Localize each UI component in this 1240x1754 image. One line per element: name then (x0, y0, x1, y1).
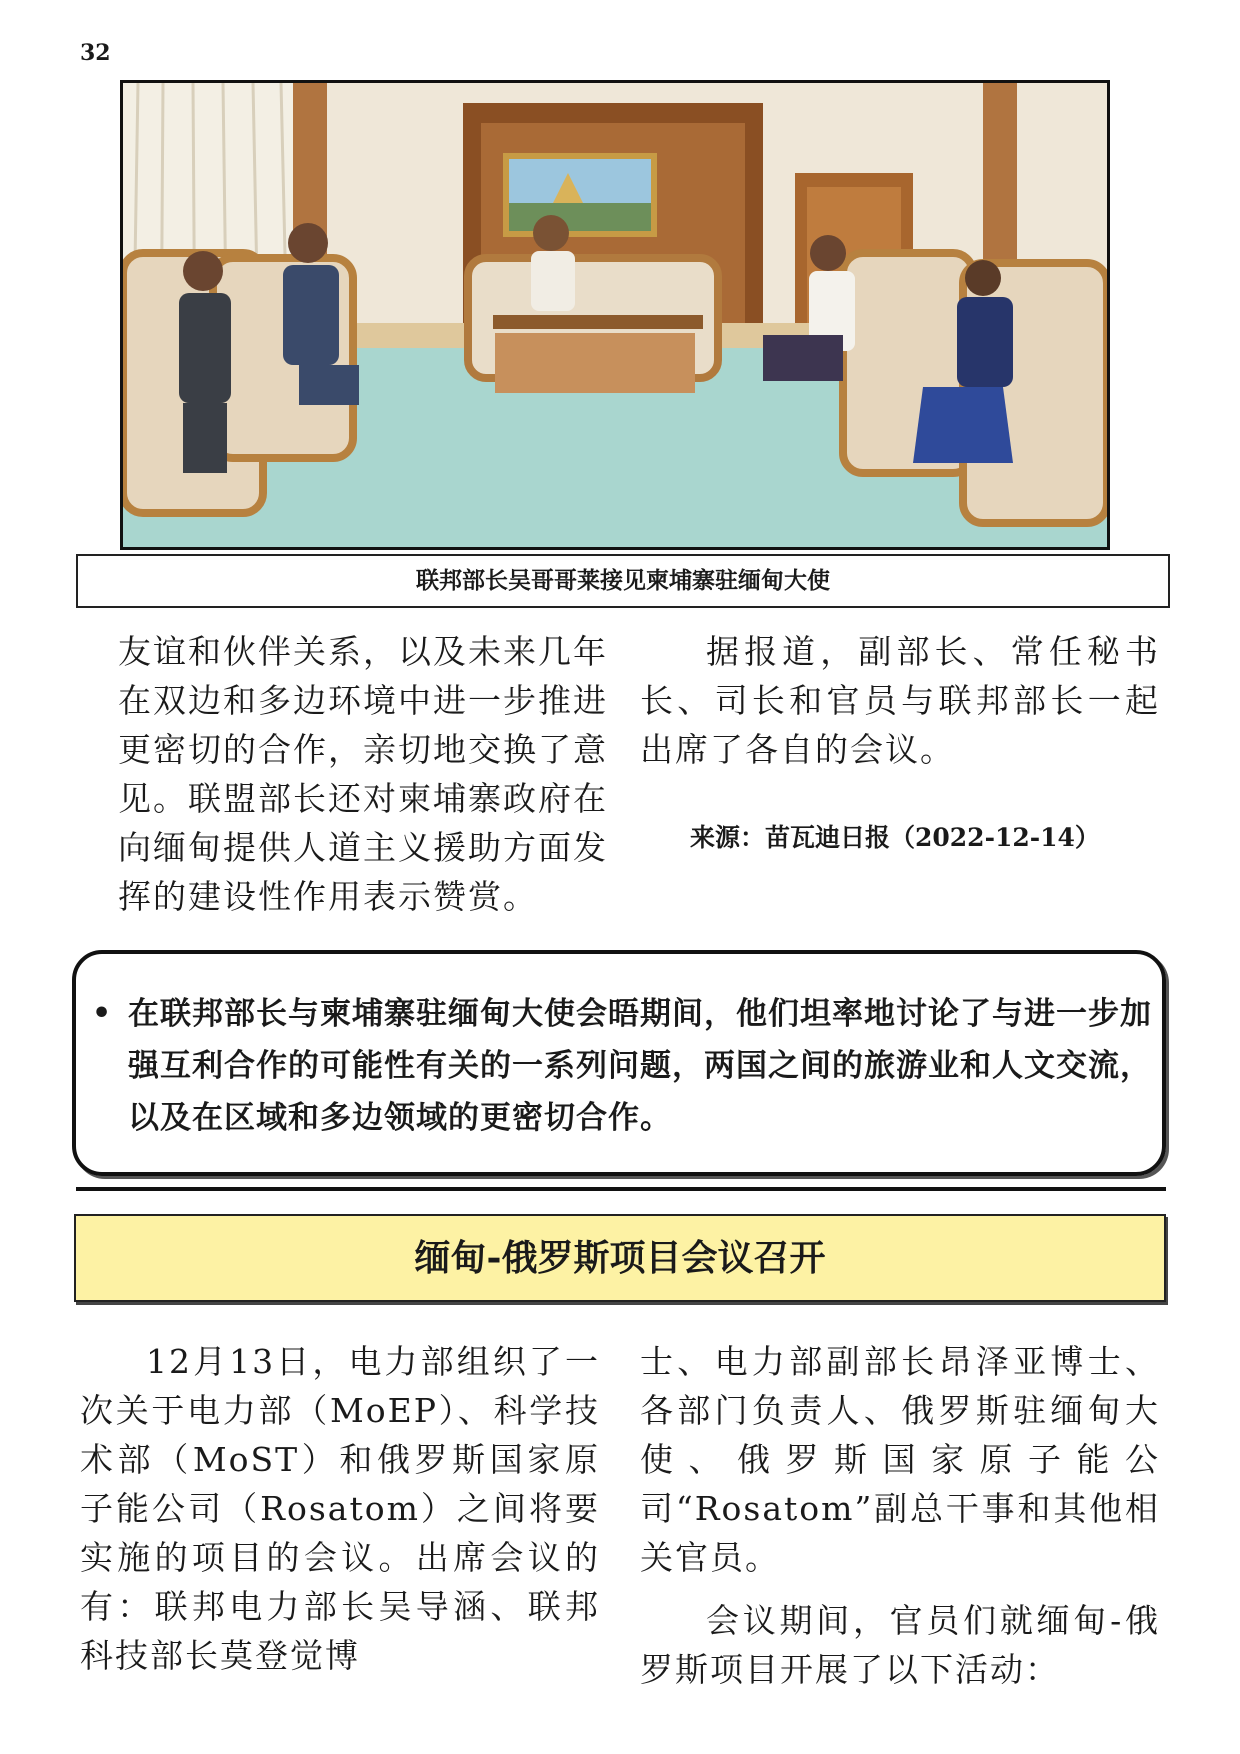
article1-column-left (118, 627, 608, 921)
section-divider (76, 1187, 1166, 1191)
article2-column-right (640, 1337, 1160, 1694)
bullet-icon: • (92, 996, 112, 1031)
article2-paragraph: 会议期间，官员们就缅甸-俄罗斯项目开展了以下活动： (640, 1601, 1160, 1689)
highlight-text: 在联邦部长与柬埔寨驻缅甸大使会晤期间，他们坦率地讨论了与进一步加强互利合作的可能性有关的一系列问题，两国之间的旅游业和人文交流，以及在区域和多边领域的更密切合作。 (128, 996, 1152, 1136)
article1-source: 来源：苗瓦迪日报（2022-12-14） (690, 823, 1100, 852)
article2-paragraph: 士、电力部副部长昂泽亚博士、各部门负责人、俄罗斯驻缅甸大使、俄罗斯国家原子能公司“Rosatom”副总干事和其他相关官员。 (640, 1342, 1160, 1577)
article2-paragraph: 12月13日，电力部组织了一次关于电力部（MoEP）、科学技术部（MoST）和俄罗斯国家原子能公司（Rosatom）之间将要实施的项目的会议。出席会议的有：联邦电力部长吴导涵、联邦科技部长莫登觉博 (80, 1342, 600, 1675)
article2-column-left (80, 1337, 600, 1680)
photo-caption: 联邦部长吴哥哥莱接见柬埔寨驻缅甸大使 (76, 554, 1170, 608)
article1-paragraph: 据报道，副部长、常任秘书长、司长和官员与联邦部长一起出席了各自的会议。 (640, 632, 1160, 769)
article1-column-right (640, 627, 1160, 774)
page-number: 32 (80, 40, 111, 66)
article2-title: 缅甸-俄罗斯项目会议召开 (74, 1214, 1166, 1302)
article1-paragraph: 友谊和伙伴关系，以及未来几年在双边和多边环境中进一步推进更密切的合作，亲切地交换了意见。联盟部长还对柬埔寨政府在向缅甸提供人道主义援助方面发挥的建设性作用表示赞赏。 (118, 632, 608, 916)
meeting-photo-illustration (123, 83, 1107, 547)
meeting-photo (120, 80, 1110, 550)
